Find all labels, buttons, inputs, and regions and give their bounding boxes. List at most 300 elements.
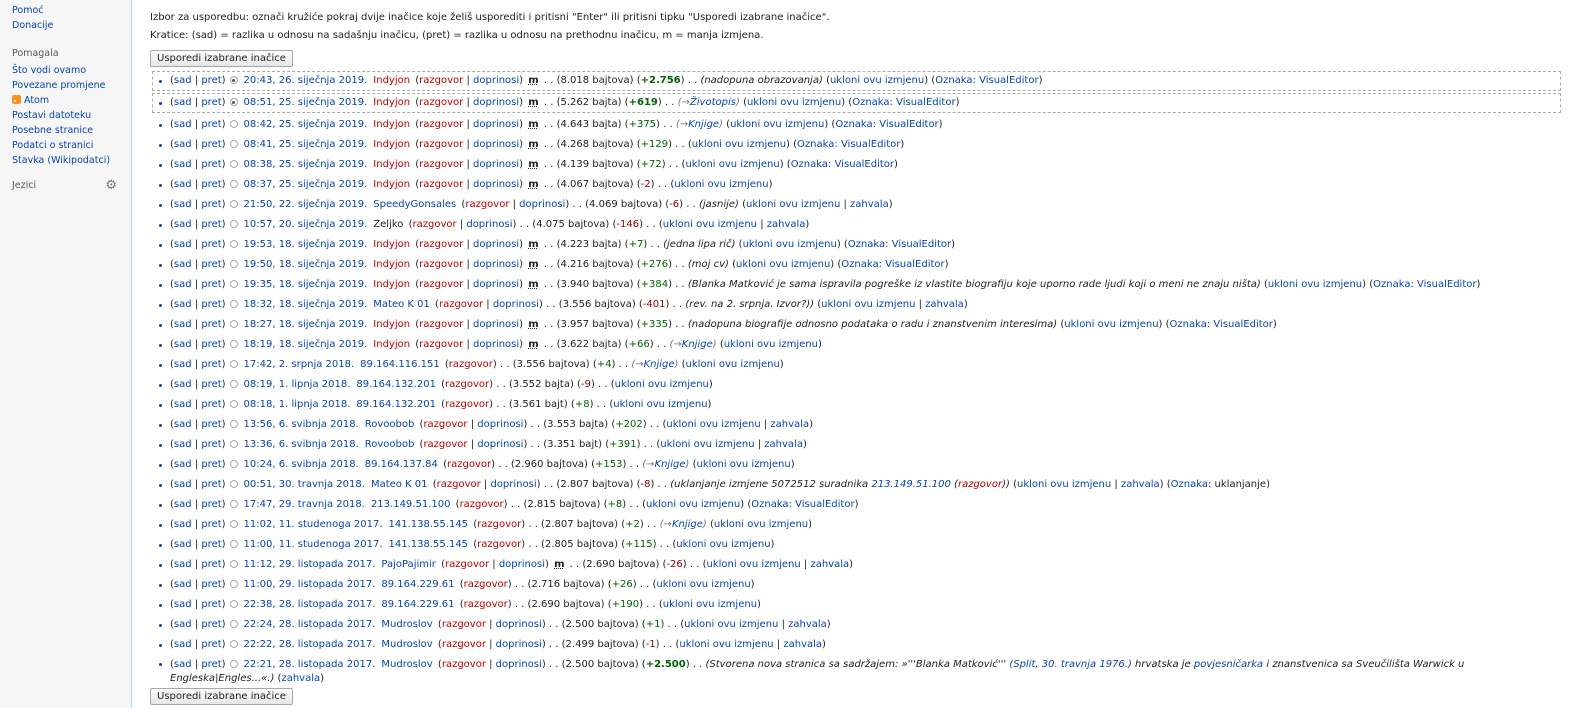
user-talk-link[interactable]: razgovor <box>419 179 464 190</box>
user-link[interactable]: Indyjon <box>373 119 411 130</box>
sidebar-link[interactable]: Atom <box>24 95 50 106</box>
user-talk-link[interactable]: razgovor <box>447 459 492 470</box>
revision-select-radio[interactable] <box>230 300 238 308</box>
diff-current-link[interactable]: sad <box>173 239 192 250</box>
user-talk-link[interactable]: razgovor <box>448 359 493 370</box>
diff-previous-link[interactable]: pret <box>201 619 222 630</box>
revision-select-radio[interactable] <box>230 200 238 208</box>
revision-date-link[interactable]: 08:37, 25. siječnja 2019. <box>243 179 368 190</box>
diff-previous-link[interactable]: pret <box>201 459 222 470</box>
user-contribs-link[interactable]: doprinosi <box>473 139 520 150</box>
diff-current-link[interactable]: sad <box>173 619 192 630</box>
undo-link[interactable]: ukloni ovu izmjenu <box>706 559 801 570</box>
user-talk-link[interactable]: razgovor <box>438 299 484 310</box>
revision-select-radio[interactable] <box>230 420 238 428</box>
user-link[interactable]: PajoPajimir <box>381 559 436 570</box>
revision-select-radio[interactable] <box>230 98 238 106</box>
revision-select-radio[interactable] <box>230 160 238 168</box>
revision-select-radio[interactable] <box>230 620 238 628</box>
revision-select-radio[interactable] <box>230 240 238 248</box>
revision-date-link[interactable]: 13:56, 6. svibnja 2018. <box>243 419 359 430</box>
undo-link[interactable]: ukloni ovu izmjenu <box>1016 479 1112 490</box>
diff-previous-link[interactable]: pret <box>201 219 222 230</box>
thank-link[interactable]: zahvala <box>788 619 827 630</box>
diff-current-link[interactable]: sad <box>173 499 192 510</box>
sidebar-link[interactable]: Stavka (Wikipodatci) <box>12 155 111 166</box>
user-link[interactable]: Rovoobob <box>364 419 415 430</box>
sidebar-link[interactable]: Povezane promjene <box>12 80 106 91</box>
sidebar-link[interactable]: Posebne stranice <box>12 125 94 136</box>
sidebar-item-atom[interactable] <box>12 93 131 108</box>
undo-link[interactable]: ukloni ovu izmjenu <box>645 499 741 510</box>
revision-select-radio[interactable] <box>230 480 238 488</box>
revision-select-radio[interactable] <box>230 660 238 668</box>
user-link[interactable]: SpeedyGonsales <box>373 199 457 210</box>
tag-name[interactable]: VisualEditor <box>896 97 956 108</box>
diff-current-link[interactable]: sad <box>173 279 192 290</box>
user-link[interactable]: 89.164.132.201 <box>356 379 436 390</box>
user-talk-link[interactable]: razgovor <box>436 479 481 490</box>
user-link[interactable]: Mudroslov <box>381 619 433 630</box>
undo-link[interactable]: ukloni ovu izmjenu <box>684 619 779 630</box>
diff-current-link[interactable]: sad <box>173 339 192 350</box>
thank-link[interactable]: zahvala <box>850 199 889 210</box>
revision-date-link[interactable]: 17:47, 29. travnja 2018. <box>243 499 365 510</box>
undo-link[interactable]: ukloni ovu izmjenu <box>696 459 791 470</box>
tag-name[interactable]: VisualEditor <box>840 139 901 150</box>
diff-current-link[interactable]: sad <box>173 379 192 390</box>
undo-link[interactable]: ukloni ovu izmjenu <box>1267 279 1363 290</box>
diff-current-link[interactable]: sad <box>173 159 192 170</box>
diff-previous-link[interactable]: pret <box>201 159 222 170</box>
diff-previous-link[interactable]: pret <box>201 319 222 330</box>
summary-link[interactable]: povjesničarka <box>1193 659 1264 670</box>
user-link[interactable]: Indyjon <box>373 75 411 86</box>
sidebar-item-related-changes[interactable] <box>12 78 131 93</box>
undo-link[interactable]: ukloni ovu izmjenu <box>691 139 787 150</box>
user-contribs-link[interactable]: doprinosi <box>495 619 542 630</box>
undo-link[interactable]: ukloni ovu izmjenu <box>736 259 831 270</box>
tag-prefix-link[interactable]: Oznaka: <box>1169 319 1211 330</box>
user-talk-link[interactable]: razgovor <box>419 259 464 270</box>
diff-current-link[interactable]: sad <box>173 459 192 470</box>
undo-link[interactable]: ukloni ovu izmjenu <box>679 639 774 650</box>
revision-date-link[interactable]: 08:51, 25. siječnja 2019. <box>243 97 368 108</box>
diff-previous-link[interactable]: pret <box>201 339 222 350</box>
separator: ( <box>170 199 174 210</box>
revision-row <box>156 235 1561 255</box>
revision-select-radio[interactable] <box>230 140 238 148</box>
user-talk-link[interactable]: razgovor <box>463 579 508 590</box>
revision-date-link[interactable]: 11:02, 11. studenoga 2017. <box>243 519 383 530</box>
diff-previous-link[interactable]: pret <box>201 299 222 310</box>
diff-current-link[interactable]: sad <box>173 97 192 108</box>
diff-previous-link[interactable]: pret <box>201 579 222 590</box>
user-talk-link[interactable]: razgovor <box>423 439 468 450</box>
undo-link[interactable]: ukloni ovu izmjenu <box>713 519 809 530</box>
revision-date-link[interactable]: 19:50, 18. siječnja 2019. <box>243 259 368 270</box>
user-contribs-link[interactable]: doprinosi <box>473 97 520 108</box>
gear-icon[interactable]: ⚙ <box>105 177 117 193</box>
undo-link[interactable]: ukloni ovu izmjenu <box>662 599 758 610</box>
tag-prefix-link[interactable]: Oznaka: <box>841 259 882 270</box>
user-talk-link[interactable]: razgovor <box>441 659 486 670</box>
user-contribs-link[interactable]: doprinosi <box>473 179 520 190</box>
tag-prefix-link[interactable]: Oznaka: <box>751 499 792 510</box>
diff-current-link[interactable]: sad <box>173 75 192 86</box>
tag-name[interactable]: VisualEditor <box>1417 279 1477 290</box>
tag-prefix-link[interactable]: Oznaka: <box>852 97 893 108</box>
user-link[interactable]: 89.164.229.61 <box>381 579 455 590</box>
revision-select-radio[interactable] <box>230 540 238 548</box>
diff-previous-link[interactable]: pret <box>201 639 222 650</box>
undo-link[interactable]: ukloni ovu izmjenu <box>821 299 916 310</box>
separator: ) <box>221 75 226 86</box>
tag-name[interactable]: VisualEditor <box>879 119 939 130</box>
diff-previous-link[interactable]: pret <box>201 519 222 530</box>
section-link[interactable]: Knjige <box>643 359 675 370</box>
summary-ip-link[interactable]: 213.149.51.100 <box>871 479 951 490</box>
revision-date-link[interactable]: 22:38, 28. listopada 2017. <box>243 599 376 610</box>
tag-prefix-link[interactable]: Oznaka: <box>835 119 877 130</box>
diff-previous-link[interactable]: pret <box>201 419 222 430</box>
revision-select-radio[interactable] <box>230 320 238 328</box>
diff-previous-link[interactable]: pret <box>201 379 222 390</box>
user-talk-link[interactable]: razgovor <box>423 419 468 430</box>
user-contribs-link[interactable]: doprinosi <box>477 419 524 430</box>
revision-date-link[interactable]: 10:24, 6. svibnja 2018. <box>243 459 359 470</box>
user-talk-link[interactable]: razgovor <box>419 159 464 170</box>
revision-date-link[interactable]: 18:19, 18. siječnja 2019. <box>243 339 368 350</box>
revision-date-link[interactable]: 08:18, 1. lipnja 2018. <box>243 399 351 410</box>
diff-current-link[interactable]: sad <box>173 259 192 270</box>
user-talk-link[interactable]: razgovor <box>477 519 522 530</box>
user-link[interactable]: Mudroslov <box>381 659 433 670</box>
tag-name[interactable]: VisualEditor <box>795 499 855 510</box>
user-talk-link[interactable]: razgovor <box>463 599 508 610</box>
user-contribs-link[interactable]: doprinosi <box>473 239 520 250</box>
user-contribs-link[interactable]: doprinosi <box>473 319 520 330</box>
diff-current-link[interactable]: sad <box>173 199 192 210</box>
revision-date-link[interactable]: 08:42, 25. siječnja 2019. <box>243 119 368 130</box>
sidebar-link[interactable]: Pomoć <box>12 5 44 16</box>
user-link[interactable]: Mudroslov <box>381 639 433 650</box>
diff-previous-link[interactable]: pret <box>201 199 222 210</box>
diff-previous-link[interactable]: pret <box>201 599 222 610</box>
undo-link[interactable]: ukloni ovu izmjenu <box>730 119 825 130</box>
sidebar-item-wikidata[interactable] <box>12 153 131 168</box>
user-talk-link[interactable]: razgovor <box>441 619 486 630</box>
diff-current-link[interactable]: sad <box>173 299 192 310</box>
diff-previous-link[interactable]: pret <box>201 239 222 250</box>
user-contribs-link[interactable]: doprinosi <box>498 559 545 570</box>
user-contribs-link[interactable]: doprinosi <box>495 639 542 650</box>
user-talk-link[interactable]: razgovor <box>419 119 464 130</box>
diff-previous-link[interactable]: pret <box>201 259 222 270</box>
user-talk-link[interactable]: razgovor <box>477 539 522 550</box>
revision-date-link[interactable]: 19:35, 18. siječnja 2019. <box>243 279 368 290</box>
diff-previous-link[interactable]: pret <box>201 539 222 550</box>
sidebar-item-help[interactable] <box>12 3 131 18</box>
tag-name[interactable]: VisualEditor <box>834 159 895 170</box>
revision-select-radio[interactable] <box>230 340 238 348</box>
tag-name[interactable]: VisualEditor <box>891 239 952 250</box>
user-link[interactable]: Indyjon <box>373 259 411 270</box>
revision-date-link[interactable]: 11:12, 29. listopada 2017. <box>243 559 376 570</box>
diff-previous-link[interactable]: pret <box>201 279 222 290</box>
user-contribs-link[interactable]: doprinosi <box>495 659 542 670</box>
undo-link[interactable]: ukloni ovu izmjenu <box>666 419 761 430</box>
user-contribs-link[interactable]: doprinosi <box>473 119 520 130</box>
diff-current-link[interactable]: sad <box>173 539 192 550</box>
diff-current-link[interactable]: sad <box>173 139 192 150</box>
user-contribs-link[interactable]: doprinosi <box>492 299 539 310</box>
section-link[interactable]: Knjige <box>671 519 703 530</box>
user-link[interactable]: 89.164.137.84 <box>364 459 438 470</box>
user-talk-link[interactable]: razgovor <box>419 97 464 108</box>
undo-link[interactable]: ukloni ovu izmjenu <box>660 439 755 450</box>
undo-link[interactable]: ukloni ovu izmjenu <box>746 97 842 108</box>
diff-current-link[interactable]: sad <box>173 659 192 670</box>
tag-prefix-link[interactable]: Oznaka: <box>797 139 838 150</box>
diff-current-link[interactable]: sad <box>173 219 192 230</box>
separator: ( <box>170 259 174 270</box>
sidebar-item-page-info[interactable] <box>12 138 131 153</box>
revision-select-radio[interactable] <box>230 520 238 528</box>
revision-date-link[interactable]: 22:22, 28. listopada 2017. <box>243 639 376 650</box>
diff-previous-link[interactable]: pret <box>201 479 222 490</box>
user-talk-link[interactable]: razgovor <box>444 559 490 570</box>
diff-previous-link[interactable]: pret <box>201 119 222 130</box>
separator: ) <box>1158 319 1163 330</box>
user-link[interactable]: Indyjon <box>373 179 411 190</box>
revision-select-radio[interactable] <box>230 76 238 84</box>
section-link[interactable]: Knjige <box>688 119 720 130</box>
undo-link[interactable]: ukloni ovu izmjenu <box>674 179 769 190</box>
undo-link[interactable]: ukloni ovu izmjenu <box>685 159 780 170</box>
user-talk-link[interactable]: razgovor <box>441 639 486 650</box>
user-link[interactable]: Indyjon <box>373 239 411 250</box>
undo-link[interactable]: ukloni ovu izmjenu <box>613 399 708 410</box>
user-contribs-link[interactable]: doprinosi <box>473 339 520 350</box>
tag-name[interactable]: VisualEditor <box>885 259 945 270</box>
revision-date-link[interactable]: 17:42, 2. srpnja 2018. <box>243 359 355 370</box>
diff-previous-link[interactable]: pret <box>201 499 222 510</box>
diff-current-link[interactable]: sad <box>173 519 192 530</box>
tag-prefix-link[interactable]: Oznaka: <box>847 239 889 250</box>
diff-current-link[interactable]: sad <box>173 559 192 570</box>
user-contribs-link[interactable]: doprinosi <box>490 479 537 490</box>
user-contribs-link[interactable]: doprinosi <box>519 199 566 210</box>
revision-select-radio[interactable] <box>230 180 238 188</box>
diff-current-link[interactable]: sad <box>173 319 192 330</box>
user-link[interactable]: Rovoobob <box>364 439 415 450</box>
revision-select-radio[interactable] <box>230 280 238 288</box>
thank-link[interactable]: zahvala <box>770 419 810 430</box>
revision-select-radio[interactable] <box>230 440 238 448</box>
user-link[interactable]: 89.164.116.151 <box>360 359 440 370</box>
diff-current-link[interactable]: sad <box>173 399 192 410</box>
diff-previous-link[interactable]: pret <box>201 659 222 670</box>
revision-select-radio[interactable] <box>230 120 238 128</box>
tag-prefix-link[interactable]: Oznaka: <box>1170 479 1212 490</box>
revision-date-link[interactable]: 22:24, 28. listopada 2017. <box>243 619 376 630</box>
diff-previous-link[interactable]: pret <box>201 399 222 410</box>
undo-link[interactable]: ukloni ovu izmjenu <box>746 199 841 210</box>
user-talk-link[interactable]: razgovor <box>412 219 457 230</box>
revision-date-link[interactable]: 20:43, 26. siječnja 2019. <box>243 75 368 86</box>
diff-previous-link[interactable]: pret <box>201 359 222 370</box>
sidebar-link[interactable]: Što vodi ovamo <box>12 65 87 76</box>
diff-current-link[interactable]: sad <box>173 179 192 190</box>
section-link[interactable]: Knjige <box>654 459 686 470</box>
undo-link[interactable]: ukloni ovu izmjenu <box>1064 319 1159 330</box>
undo-link[interactable]: ukloni ovu izmjenu <box>723 339 818 350</box>
section-link[interactable]: Knjige <box>681 339 713 350</box>
revision-date-link[interactable]: 19:53, 18. siječnja 2019. <box>243 239 368 250</box>
diff-previous-link[interactable]: pret <box>201 559 222 570</box>
revision-select-radio[interactable] <box>230 260 238 268</box>
revision-select-radio[interactable] <box>230 580 238 588</box>
user-link[interactable]: 141.138.55.145 <box>388 539 469 550</box>
revision-date-link[interactable]: 18:32, 18. siječnja 2019. <box>243 299 368 310</box>
user-talk-link[interactable]: razgovor <box>419 239 464 250</box>
diff-current-link[interactable]: sad <box>173 599 192 610</box>
thank-link[interactable]: zahvala <box>1120 479 1160 490</box>
diff-previous-link[interactable]: pret <box>201 97 222 108</box>
summary-talk-link[interactable]: razgovor <box>957 479 1003 490</box>
tag-prefix-link[interactable]: Oznaka: <box>790 159 832 170</box>
tag-name[interactable]: VisualEditor <box>979 75 1039 86</box>
separator: ) . . <box>657 97 678 108</box>
revision-select-radio[interactable] <box>230 380 238 388</box>
user-contribs-link[interactable]: doprinosi <box>477 439 524 450</box>
revision-date-link[interactable]: 13:36, 6. svibnja 2018. <box>243 439 359 450</box>
tag-name[interactable]: VisualEditor <box>1213 319 1273 330</box>
user-link[interactable]: Indyjon <box>373 97 411 108</box>
sidebar-link[interactable]: Donacije <box>12 20 54 31</box>
revision-date-link[interactable]: 11:00, 29. listopada 2017. <box>243 579 376 590</box>
revision-date-link[interactable]: 22:21, 28. listopada 2017. <box>243 659 376 670</box>
sidebar-link[interactable]: Postavi datoteku <box>12 110 92 121</box>
diff-current-link[interactable]: sad <box>173 359 192 370</box>
user-link[interactable]: Zeljko <box>373 219 404 230</box>
user-link[interactable]: Mateo K 01 <box>370 479 428 490</box>
sidebar-item-special-pages[interactable] <box>12 123 131 138</box>
user-link[interactable]: Indyjon <box>373 339 411 350</box>
section-link[interactable]: Životopis <box>689 97 736 108</box>
user-talk-link[interactable]: razgovor <box>445 399 490 410</box>
diff-previous-link[interactable]: pret <box>201 439 222 450</box>
diff-previous-link[interactable]: pret <box>201 179 222 190</box>
compare-revisions-button-top[interactable]: Usporedi izabrane inačice <box>150 50 293 67</box>
tag-prefix-link[interactable]: Oznaka: <box>1373 279 1414 290</box>
revision-date-link[interactable]: 10:57, 20. siječnja 2019. <box>243 219 368 230</box>
user-contribs-link[interactable]: doprinosi <box>466 219 513 230</box>
revision-select-radio[interactable] <box>230 400 238 408</box>
tag-prefix-link[interactable]: Oznaka: <box>935 75 976 86</box>
sidebar-item-donate[interactable] <box>12 18 131 33</box>
user-contribs-link[interactable]: doprinosi <box>473 259 520 270</box>
user-talk-link[interactable]: razgovor <box>419 319 464 330</box>
revision-select-radio[interactable] <box>230 360 238 368</box>
undo-link[interactable]: ukloni ovu izmjenu <box>676 539 771 550</box>
thank-link[interactable]: zahvala <box>766 219 806 230</box>
edit-summary <box>660 519 710 530</box>
user-contribs-link[interactable]: doprinosi <box>473 75 520 86</box>
revision-select-radio[interactable] <box>230 220 238 228</box>
undo-link[interactable]: ukloni ovu izmjenu <box>614 379 709 390</box>
user-talk-link[interactable]: razgovor <box>465 199 510 210</box>
size-change: +115 <box>625 539 653 550</box>
revision-date-link[interactable]: 08:19, 1. lipnja 2018. <box>243 379 351 390</box>
thank-link[interactable]: zahvala <box>925 299 964 310</box>
diff-previous-link[interactable]: pret <box>201 75 222 86</box>
user-talk-link[interactable]: razgovor <box>459 499 504 510</box>
undo-link[interactable]: ukloni ovu izmjenu <box>685 359 780 370</box>
revision-date-link[interactable]: 00:51, 30. travnja 2018. <box>243 479 365 490</box>
diff-current-link[interactable]: sad <box>173 479 192 490</box>
user-link[interactable]: Indyjon <box>373 319 411 330</box>
diff-current-link[interactable]: sad <box>173 639 192 650</box>
user-contribs-link[interactable]: doprinosi <box>473 159 520 170</box>
user-link[interactable]: 89.164.132.201 <box>356 399 436 410</box>
revision-date-link[interactable]: 18:27, 18. siječnja 2019. <box>243 319 368 330</box>
user-talk-link[interactable]: razgovor <box>445 379 490 390</box>
user-talk-link[interactable]: razgovor <box>419 339 464 350</box>
sidebar-item-whatlinkshere[interactable] <box>12 63 131 78</box>
revision-select-radio[interactable] <box>230 640 238 648</box>
user-talk-link[interactable]: razgovor <box>419 279 464 290</box>
revision-select-radio[interactable] <box>230 500 238 508</box>
thank-link[interactable]: zahvala <box>281 673 321 684</box>
thank-link[interactable]: zahvala <box>783 639 823 650</box>
diff-current-link[interactable]: sad <box>173 119 192 130</box>
sidebar-link[interactable]: Podatci o stranici <box>12 140 94 151</box>
sidebar-item-upload[interactable] <box>12 108 131 123</box>
diff-current-link[interactable]: sad <box>173 579 192 590</box>
diff-current-link[interactable]: sad <box>173 419 192 430</box>
user-link[interactable]: Indyjon <box>373 139 411 150</box>
user-contribs-link[interactable]: doprinosi <box>473 279 520 290</box>
user-link[interactable]: Mateo K 01 <box>373 299 430 310</box>
summary-link[interactable]: (Split, 30. travnja 1976.) <box>1009 659 1132 670</box>
revision-date-link[interactable]: 08:38, 25. siječnja 2019. <box>243 159 368 170</box>
thank-link[interactable]: zahvala <box>764 439 803 450</box>
user-link[interactable]: Indyjon <box>373 279 411 290</box>
user-talk-link[interactable]: razgovor <box>419 139 464 150</box>
revision-date-link[interactable]: 21:50, 22. siječnja 2019. <box>243 199 368 210</box>
user-link[interactable]: Indyjon <box>373 159 411 170</box>
revision-select-radio[interactable] <box>230 600 238 608</box>
user-link[interactable]: 141.138.55.145 <box>388 519 469 530</box>
revision-select-radio[interactable] <box>230 560 238 568</box>
diff-current-link[interactable]: sad <box>173 439 192 450</box>
undo-link[interactable]: ukloni ovu izmjenu <box>829 75 925 86</box>
diff-previous-link[interactable]: pret <box>201 139 222 150</box>
compare-revisions-button-bottom[interactable]: Usporedi izabrane inačice <box>150 688 293 705</box>
revision-date-link[interactable]: 08:41, 25. siječnja 2019. <box>243 139 368 150</box>
user-talk-link[interactable]: razgovor <box>419 75 464 86</box>
undo-link[interactable]: ukloni ovu izmjenu <box>656 579 751 590</box>
revision-select-radio[interactable] <box>230 460 238 468</box>
user-link[interactable]: 89.164.229.61 <box>381 599 455 610</box>
revision-date-link[interactable]: 11:00, 11. studenoga 2017. <box>243 539 383 550</box>
thank-link[interactable]: zahvala <box>810 559 850 570</box>
user-link[interactable]: 213.149.51.100 <box>370 499 451 510</box>
undo-link[interactable]: ukloni ovu izmjenu <box>662 219 758 230</box>
undo-link[interactable]: ukloni ovu izmjenu <box>742 239 837 250</box>
